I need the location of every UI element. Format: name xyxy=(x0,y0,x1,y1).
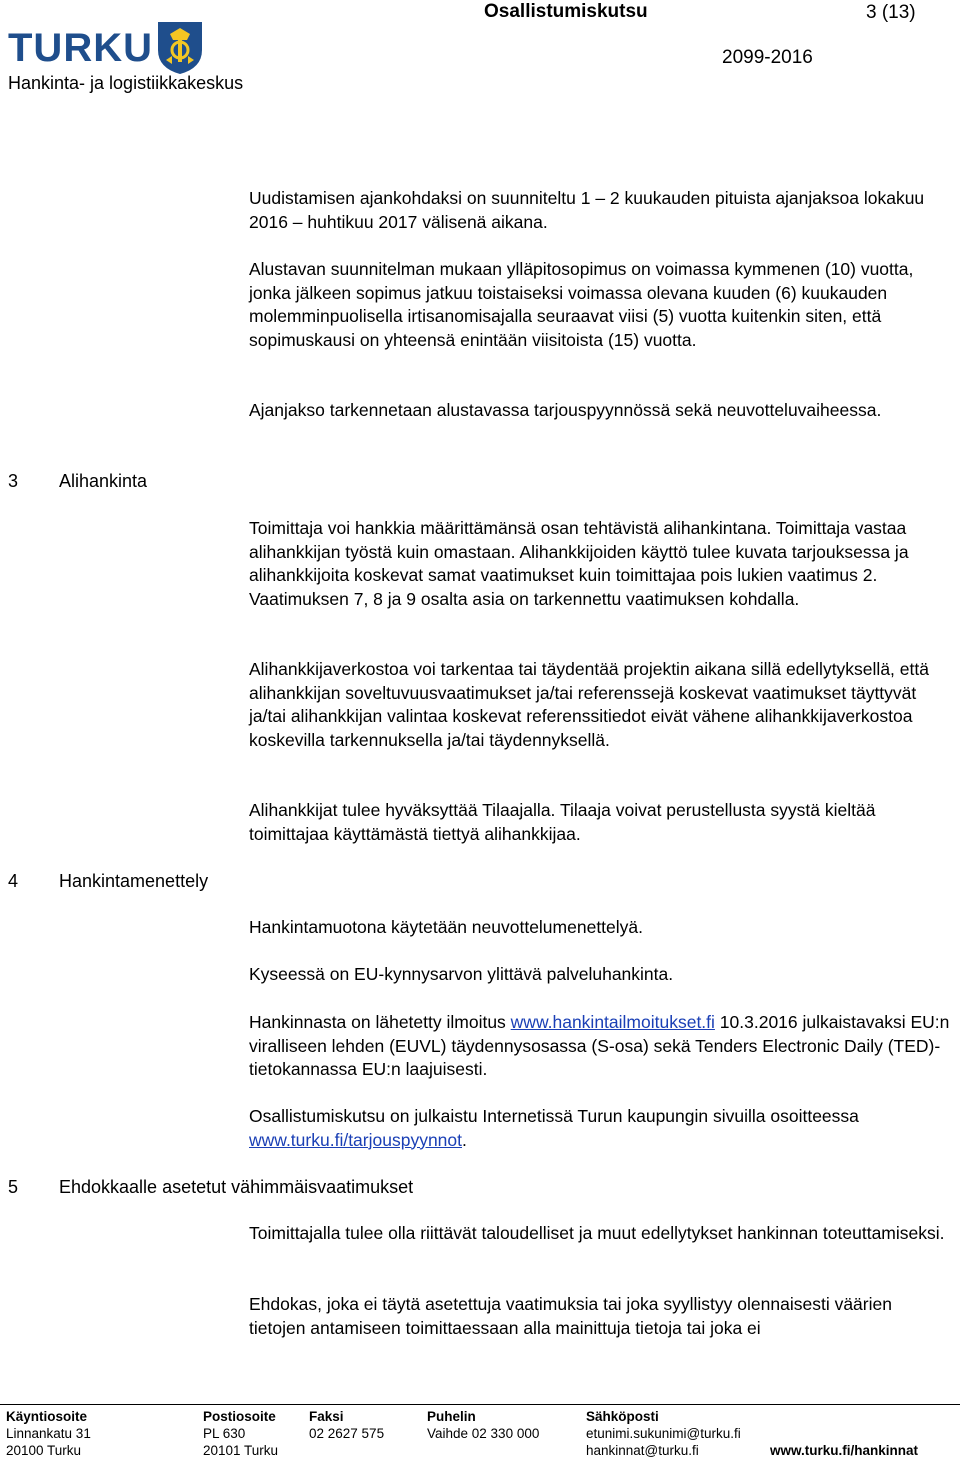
paragraph-subcontractor-approval: Alihankkijat tulee hyväksyttää Tilaajalla. Tilaaja voivat perustellusta syystä kieltää toimittajaa käyttämästä tiettyä alihankkijaa. xyxy=(249,800,876,844)
paragraph-procedure: Hankintamuotona käytetään neuvottelumenettelyä. xyxy=(249,917,644,937)
footer-email: Sähköposti etunimi.sukunimi@turku.fi hankinnat@turku.fi xyxy=(586,1409,741,1458)
section-heading-5: 5 Ehdokkaalle asetetut vähimmäisvaatimukset xyxy=(8,1177,414,1197)
footer-visit-address: Käyntiosoite Linnankatu 31 20100 Turku xyxy=(6,1409,91,1458)
footer-phone: Puhelin Vaihde 02 330 000 xyxy=(427,1409,540,1441)
logo-text: TURKU xyxy=(8,26,153,70)
footer-fax: Faksi 02 2627 575 xyxy=(309,1409,385,1441)
footer-postal-address: Postiosoite PL 630 20101 Turku xyxy=(203,1409,279,1458)
paragraph-contract-duration: Alustavan suunnitelman mukaan ylläpitosopimus on voimassa kymmenen (10) vuotta, jonka jälkeen sopimus jatkuu toistaiseksi voimassa olevana kuuden (6) kuukauden molemminpuolisella irtisanomisajalla seuraavat viisi (5) vuotta kuitenkin siten, että sopimuskausi on yhteensä enintään viisitoista (15) vuotta. xyxy=(249,259,914,350)
paragraph-period-refinement: Ajanjakso tarkennetaan alustavassa tarjouspyynnössä sekä neuvotteluvaiheessa. xyxy=(249,400,882,420)
document-number: 2099-2016 xyxy=(722,47,813,68)
paragraph-subcontracting: Toimittaja voi hankkia määrittämänsä osan tehtävistä alihankintana. Toimittaja vastaa alihankkijan työstä kuin omastaan. Alihankkijoiden käyttö tulee kuvata tarjouksessa ja alihankkijoita koskevat samat vaatimukset kuin toimittajaa pois lukien vaatimus 2. Vaatimuksen 7, 8 ja 9 osalta asia on tarkennettu vaatimuksen kohdalla. xyxy=(249,518,909,609)
paragraph-schedule: Uudistamisen ajankohdaksi on suunniteltu 1 – 2 kuukauden pituista ajanjaksoa lokakuu 2016 – huhtikuu 2017 välisenä aikana. xyxy=(249,188,925,232)
paragraph-subcontractor-network: Alihankkijaverkostoa voi tarkentaa tai täydentää projektin aikana sillä edellytyksellä, että alihankkijan soveltuvuusvaatimukset ja/tai referenssejä koskevat vaatimukset täyttyvät ja/tai alihankkijan valintaa koskevat referenssitiedot eivät vähene alihankkijaverkostoa koskevilla tarkennuksella ja/tai täydennyksellä. xyxy=(249,659,929,750)
department-name: Hankinta- ja logistiikkakeskus xyxy=(8,73,244,93)
paragraph-notice: Hankinnasta on lähetetty ilmoitus www.hankintailmoitukset.fi 10.3.2016 julkaistavaksi EU:n viralliseen lehden (EUVL) täydennysosassa (S-osa) sekä Tenders Electronic Daily (TED)-tietokannassa EU:n laajuisesti. xyxy=(249,1012,950,1079)
footer-divider xyxy=(0,1404,960,1405)
hankintailmoitukset-link[interactable]: www.hankintailmoitukset.fi xyxy=(510,1012,715,1032)
page-number: 3 (13) xyxy=(866,2,916,23)
paragraph-publication: Osallistumiskutsu on julkaistu Internetissä Turun kaupungin sivuilla osoitteessa www.turku.fi/tarjouspyynnot. xyxy=(249,1106,859,1150)
paragraph-eu-threshold: Kyseessä on EU-kynnysarvon ylittävä palveluhankinta. xyxy=(249,964,674,984)
document-title: Osallistumiskutsu xyxy=(484,1,648,22)
coat-of-arms-icon xyxy=(156,20,204,76)
section-heading-3: 3 Alihankinta xyxy=(8,471,148,491)
paragraph-financial-requirements: Toimittajalla tulee olla riittävät taloudelliset ja muut edellytykset hankinnan toteuttamiseksi. xyxy=(249,1223,945,1243)
footer-website-link[interactable]: www.turku.fi/hankinnat xyxy=(770,1443,919,1458)
tarjouspyynnot-link[interactable]: www.turku.fi/tarjouspyynnot xyxy=(249,1129,463,1150)
paragraph-exclusion: Ehdokas, joka ei täytä asetettuja vaatimuksia tai joka syyllistyy olennaisesti väärien tietojen antamiseen toimittaessaan alla mainittuja tietoja tai joka ei xyxy=(249,1294,892,1338)
section-heading-4: 4 Hankintamenettely xyxy=(8,871,209,891)
